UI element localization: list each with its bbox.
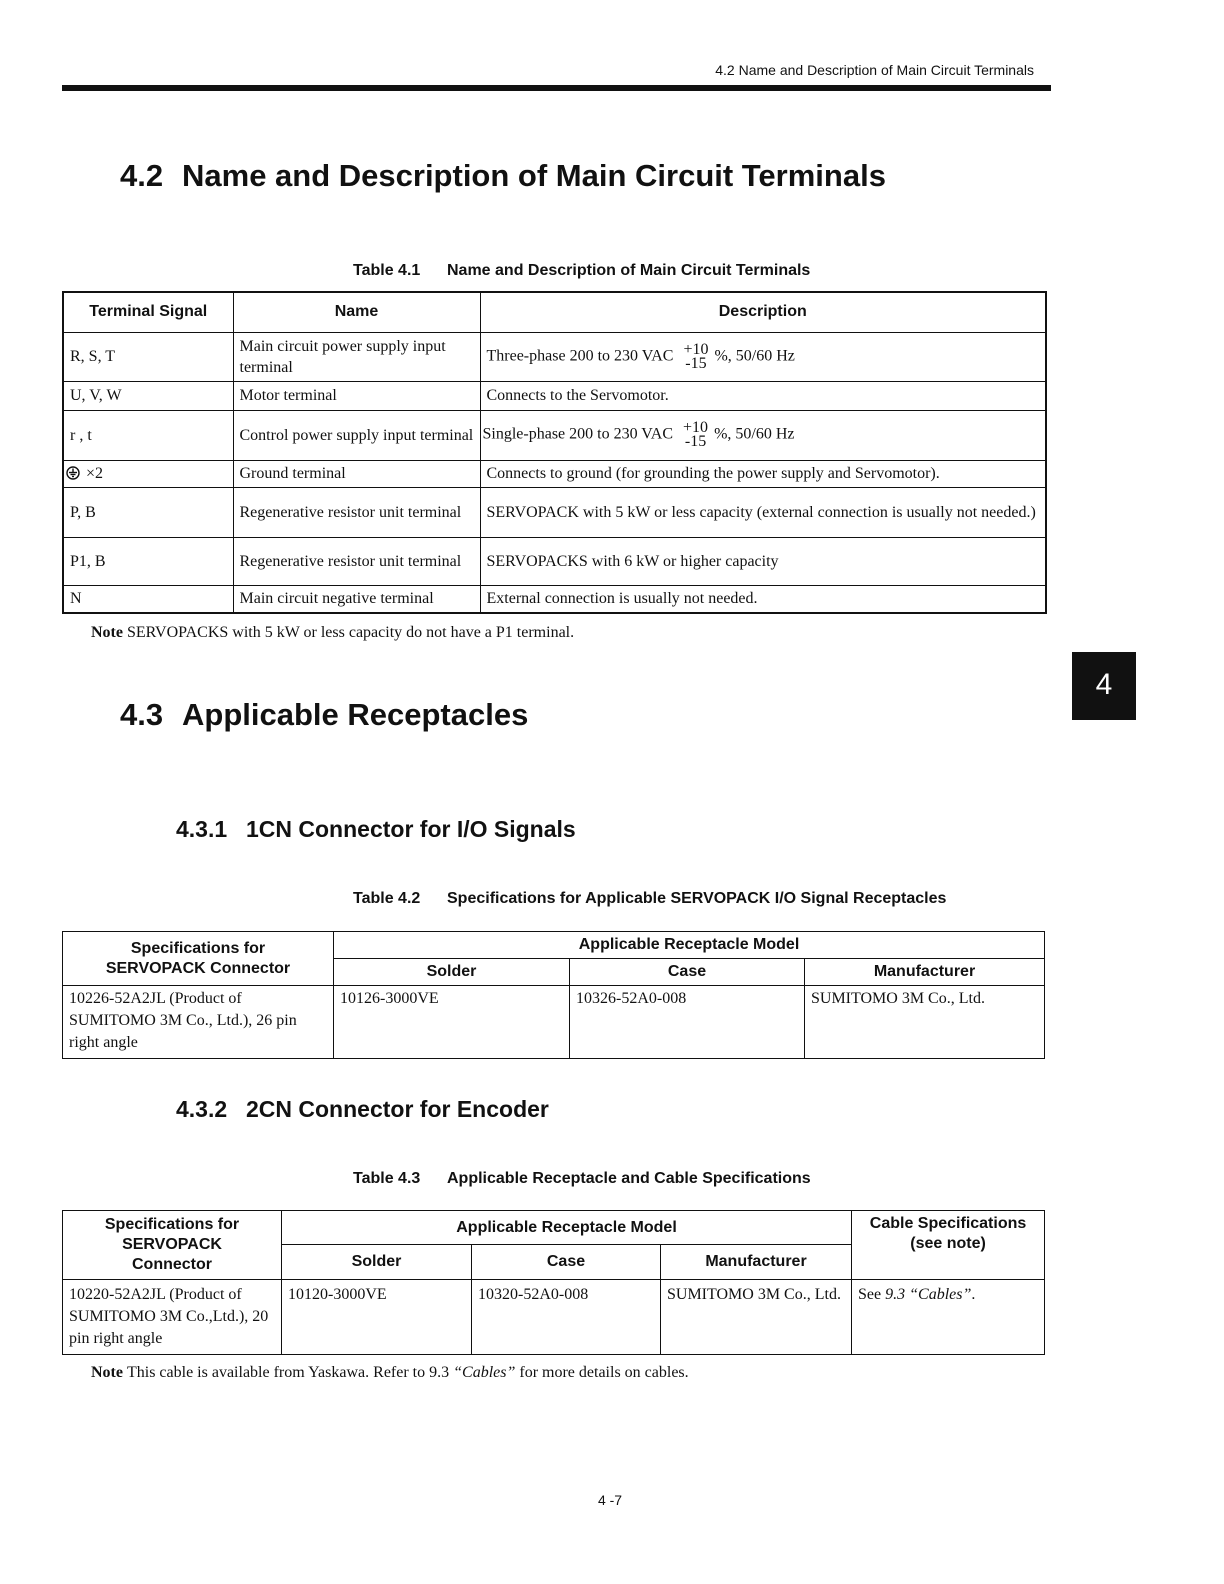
note-text: SERVOPACKS with 5 kW or less capacity do not have a P1 terminal. xyxy=(126,624,575,641)
header-servopack-connector: Specifications for SERVOPACK Connector xyxy=(63,932,334,986)
table-caption-number: Table 4.2 xyxy=(353,890,421,907)
terminal-description: Connects to the Servomotor. xyxy=(480,381,1046,410)
terminal-name: Control power supply input terminal xyxy=(233,410,480,460)
table-row xyxy=(63,487,1046,537)
table-row xyxy=(63,332,1046,381)
section-number: 4.2 xyxy=(120,158,164,193)
header-description: Description xyxy=(480,292,1046,332)
header-manufacturer: Manufacturer xyxy=(805,959,1045,986)
page-number: 4 -7 xyxy=(597,1492,623,1508)
voltage-tolerance xyxy=(683,340,709,372)
voltage-tolerance xyxy=(683,421,708,449)
terminal-name: Motor terminal xyxy=(233,381,480,410)
cable-see-text: See xyxy=(858,1286,882,1303)
manufacturer: SUMITOMO 3M Co., Ltd. xyxy=(805,986,1045,1059)
section-title: Name and Description of Main Circuit Terminals xyxy=(182,158,886,193)
tolerance-plus: +10 xyxy=(683,340,709,358)
header-terminal-signal: Terminal Signal xyxy=(63,292,233,332)
cables-reference-link[interactable]: “Cables” xyxy=(453,1364,516,1381)
header-rule xyxy=(62,85,1051,91)
terminal-signal: P1, B xyxy=(63,537,233,585)
table-header-row xyxy=(63,932,1045,959)
table-row xyxy=(63,1280,1045,1355)
header-servopack-connector: Specifications for SERVOPACK Connector xyxy=(63,1211,282,1280)
table-row xyxy=(63,986,1045,1059)
connector-spec: 10220-52A2JL (Product of SUMITOMO 3M Co.,Ltd.), 20 pin right angle xyxy=(63,1280,282,1355)
ground-terminal-count: ×2 xyxy=(86,465,104,482)
description-text: Single-phase 200 to 230 VAC xyxy=(482,425,674,443)
table-header-row xyxy=(63,1211,1045,1245)
table-header-row xyxy=(63,292,1046,332)
description-text: Three-phase 200 to 230 VAC xyxy=(486,347,674,365)
terminal-name: Regenerative resistor unit terminal xyxy=(233,487,480,537)
tolerance-plus: +10 xyxy=(683,419,709,436)
note-label: Note xyxy=(91,624,123,641)
header-case: Case xyxy=(570,959,805,986)
io-receptacle-table xyxy=(62,931,1045,1059)
terminal-description: SERVOPACKS with 6 kW or higher capacity xyxy=(480,537,1046,585)
section-title: Applicable Receptacles xyxy=(182,697,529,732)
terminal-description xyxy=(480,410,1046,460)
header-solder: Solder xyxy=(334,959,570,986)
section-heading-4-3 xyxy=(120,697,528,733)
table-caption-4-3 xyxy=(353,1170,811,1188)
table-row xyxy=(63,537,1046,585)
table-caption-4-1 xyxy=(353,262,810,280)
note-suffix: for more details on cables. xyxy=(519,1364,689,1381)
cable-suffix: . xyxy=(971,1286,976,1303)
header-case: Case xyxy=(472,1245,661,1280)
description-suffix: %, 50/60 Hz xyxy=(714,347,795,365)
header-name: Name xyxy=(233,292,480,332)
terminal-signal: P, B xyxy=(63,487,233,537)
case-model: 10326-52A0-008 xyxy=(570,986,805,1059)
chapter-tab: 4 xyxy=(1072,652,1136,720)
section-title: 1CN Connector for I/O Signals xyxy=(246,816,576,842)
running-header: 4.2 Name and Description of Main Circuit Terminals xyxy=(715,62,1034,78)
table-caption-number: Table 4.1 xyxy=(353,262,421,279)
table-row xyxy=(63,381,1046,410)
cable-reference-link[interactable]: 9.3 “Cables” xyxy=(885,1286,972,1303)
section-number: 4.3 xyxy=(120,697,164,732)
cable-specification xyxy=(852,1280,1045,1355)
table-row xyxy=(63,410,1046,460)
ground-symbol-icon xyxy=(66,466,80,480)
terminal-name: Regenerative resistor unit terminal xyxy=(233,537,480,585)
terminal-signal: N xyxy=(63,585,233,613)
section-heading-4-3-2 xyxy=(176,1096,549,1123)
case-model: 10320-52A0-008 xyxy=(472,1280,661,1355)
table-row xyxy=(63,460,1046,487)
solder-model: 10120-3000VE xyxy=(282,1280,472,1355)
solder-model: 10126-3000VE xyxy=(334,986,570,1059)
section-title: 2CN Connector for Encoder xyxy=(246,1096,549,1122)
terminal-signal xyxy=(63,460,233,487)
terminal-description: Connects to ground (for grounding the power supply and Servomotor). xyxy=(480,460,1046,487)
table-row xyxy=(63,585,1046,613)
header-solder: Solder xyxy=(282,1245,472,1280)
terminal-description: SERVOPACK with 5 kW or less capacity (external connection is usually not needed.) xyxy=(480,487,1046,537)
section-heading-4-2 xyxy=(120,158,886,194)
main-circuit-terminals-table xyxy=(62,291,1047,614)
terminal-name: Ground terminal xyxy=(233,460,480,487)
tolerance-minus: -15 xyxy=(684,433,707,450)
note-label: Note xyxy=(91,1364,123,1381)
header-applicable-receptacle-model: Applicable Receptacle Model xyxy=(334,932,1045,959)
terminal-name: Main circuit power supply input terminal xyxy=(233,332,480,381)
table-note xyxy=(91,624,574,642)
table-caption-4-2 xyxy=(353,890,946,908)
manufacturer: SUMITOMO 3M Co., Ltd. xyxy=(661,1280,852,1355)
terminal-signal: R, S, T xyxy=(63,332,233,381)
table-caption-title: Specifications for Applicable SERVOPACK I/O Signal Receptacles xyxy=(447,890,947,907)
section-heading-4-3-1 xyxy=(176,816,576,843)
tolerance-minus: -15 xyxy=(685,354,707,372)
terminal-name: Main circuit negative terminal xyxy=(233,585,480,613)
table-caption-number: Table 4.3 xyxy=(353,1170,421,1187)
terminal-signal: r , t xyxy=(63,410,233,460)
header-manufacturer: Manufacturer xyxy=(661,1245,852,1280)
description-suffix: %, 50/60 Hz xyxy=(714,425,795,443)
table-note xyxy=(91,1364,689,1382)
encoder-receptacle-table xyxy=(62,1210,1045,1355)
table-caption-title: Applicable Receptacle and Cable Specifications xyxy=(447,1170,811,1187)
header-applicable-receptacle-model: Applicable Receptacle Model xyxy=(282,1211,852,1245)
terminal-signal: U, V, W xyxy=(63,381,233,410)
terminal-description: External connection is usually not needed. xyxy=(480,585,1046,613)
header-cable-specifications: Cable Specifications (see note) xyxy=(852,1211,1045,1280)
terminal-description xyxy=(480,332,1046,381)
section-number: 4.3.1 xyxy=(176,816,228,842)
section-number: 4.3.2 xyxy=(176,1096,228,1122)
connector-spec: 10226-52A2JL (Product of SUMITOMO 3M Co., Ltd.), 26 pin right angle xyxy=(63,986,334,1059)
table-caption-title: Name and Description of Main Circuit Terminals xyxy=(447,262,811,279)
note-text: This cable is available from Yaskawa. Refer to 9.3 xyxy=(126,1364,450,1381)
